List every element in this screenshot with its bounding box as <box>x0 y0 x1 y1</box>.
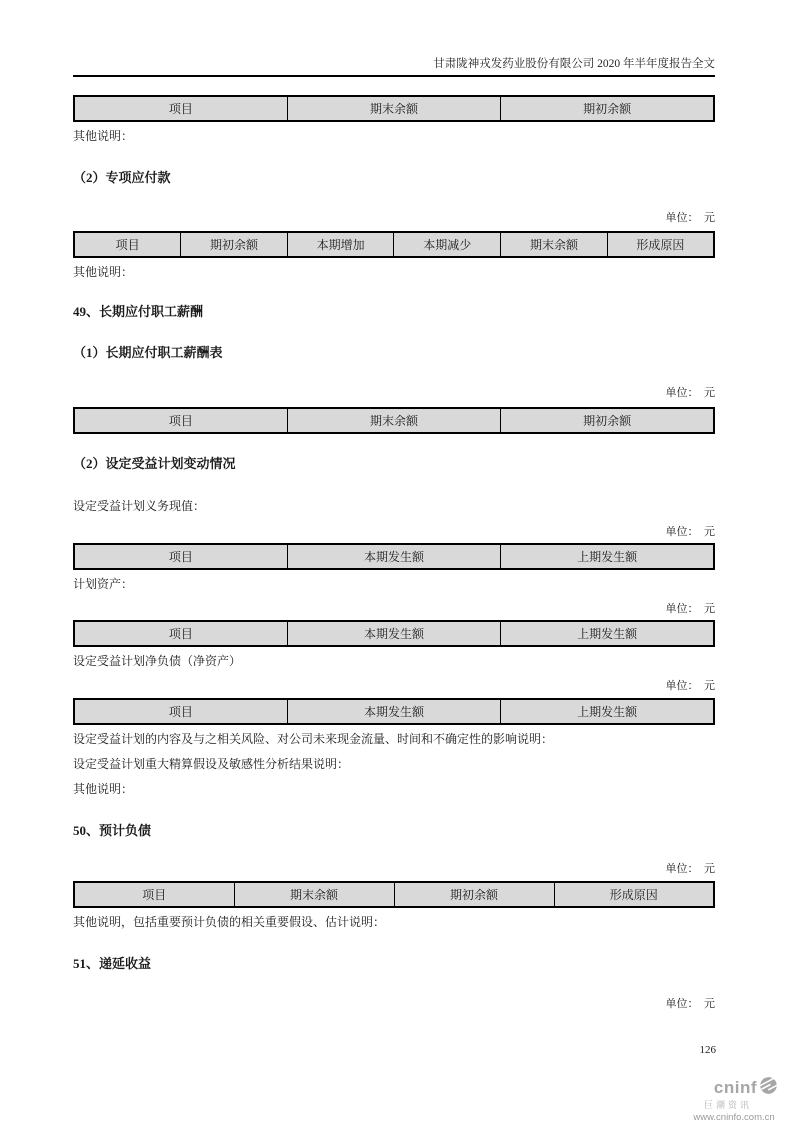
doc-header-title: 甘肃陇神戎发药业股份有限公司 2020 年半年度报告全文 <box>433 58 715 70</box>
table-obligation <box>73 543 715 570</box>
col-header-reason: 形成原因 <box>607 232 714 257</box>
table-special-payables <box>73 231 715 258</box>
col-header-increase: 本期增加 <box>287 232 394 257</box>
plan-assets-label: 计划资产： <box>73 577 134 591</box>
table-provisions <box>73 881 715 908</box>
table-header-row <box>74 232 714 257</box>
col-header-beginning-balance: 期初余额 <box>501 96 714 121</box>
col-header-item: 项目 <box>74 408 287 433</box>
col-header-ending-balance: 期末余额 <box>234 882 394 907</box>
table-longterm-payroll <box>73 407 715 434</box>
actuarial-note: 设定受益计划重大精算假设及敏感性分析结果说明： <box>73 757 350 771</box>
provisions-other-notes: 其他说明，包括重要预计负债的相关重要假设、估计说明： <box>73 915 386 929</box>
table-balance <box>73 95 715 122</box>
col-header-item: 项目 <box>74 232 181 257</box>
section-48-sub2-title: （2）专项应付款 <box>73 170 171 185</box>
other-notes-label: 其他说明： <box>73 129 134 143</box>
section-50-title: 50、预计负债 <box>73 823 152 838</box>
col-header-beginning-balance: 期初余额 <box>181 232 288 257</box>
col-header-item: 项目 <box>74 544 287 569</box>
col-header-ending-balance: 期末余额 <box>287 408 500 433</box>
col-header-current-period: 本期发生额 <box>287 699 500 724</box>
table-header-row <box>74 96 714 121</box>
cninfo-logo <box>678 1076 790 1122</box>
unit-label: 单位： 元 <box>665 603 715 615</box>
section-49-title: 49、长期应付职工薪酬 <box>73 304 204 319</box>
unit-label: 单位： 元 <box>665 863 715 875</box>
unit-label: 单位： 元 <box>665 526 715 538</box>
table-net-liability <box>73 698 715 725</box>
section-49-sub2-title: （2）设定受益计划变动情况 <box>73 456 236 471</box>
risk-impact-note: 设定受益计划的内容及与之相关风险、对公司未来现金流量、时间和不确定性的影响说明： <box>73 732 554 746</box>
col-header-item: 项目 <box>74 96 287 121</box>
col-header-decrease: 本期减少 <box>394 232 501 257</box>
col-header-ending-balance: 期末余额 <box>287 96 500 121</box>
table-plan-assets <box>73 620 715 647</box>
col-header-beginning-balance: 期初余额 <box>501 408 714 433</box>
col-header-prior-period: 上期发生额 <box>501 621 714 646</box>
cninfo-brand-text: cninf <box>713 1078 757 1097</box>
table-header-row <box>74 408 714 433</box>
cninfo-brand-row <box>678 1076 790 1099</box>
unit-label: 单位： 元 <box>665 387 715 399</box>
col-header-reason: 形成原因 <box>554 882 714 907</box>
col-header-ending-balance: 期末余额 <box>501 232 608 257</box>
header-rule <box>73 75 715 77</box>
page-number: 126 <box>699 1044 716 1056</box>
section-51-title: 51、递延收益 <box>73 956 152 971</box>
net-liability-label: 设定受益计划净负债（净资产） <box>73 654 242 668</box>
other-notes-label: 其他说明： <box>73 265 134 279</box>
unit-label: 单位： 元 <box>665 998 715 1010</box>
pv-obligation-label: 设定受益计划义务现值： <box>73 499 206 513</box>
col-header-item: 项目 <box>74 621 287 646</box>
cninfo-url: www.cninfo.com.cn <box>693 1112 775 1122</box>
unit-label: 单位： 元 <box>665 212 715 224</box>
other-notes-label: 其他说明： <box>73 782 134 796</box>
table-header-row <box>74 882 714 907</box>
col-header-prior-period: 上期发生额 <box>501 544 714 569</box>
table-header-row <box>74 699 714 724</box>
col-header-beginning-balance: 期初余额 <box>394 882 554 907</box>
section-49-sub1-title: （1）长期应付职工薪酬表 <box>73 345 223 360</box>
table-header-row <box>74 544 714 569</box>
cninfo-globe-icon <box>759 1076 778 1099</box>
col-header-item: 项目 <box>74 699 287 724</box>
col-header-current-period: 本期发生额 <box>287 621 500 646</box>
cninfo-chinese-name: 巨潮资讯 <box>703 1100 752 1110</box>
col-header-item: 项目 <box>74 882 234 907</box>
unit-label: 单位： 元 <box>665 680 715 692</box>
col-header-prior-period: 上期发生额 <box>501 699 714 724</box>
col-header-current-period: 本期发生额 <box>287 544 500 569</box>
table-header-row <box>74 621 714 646</box>
